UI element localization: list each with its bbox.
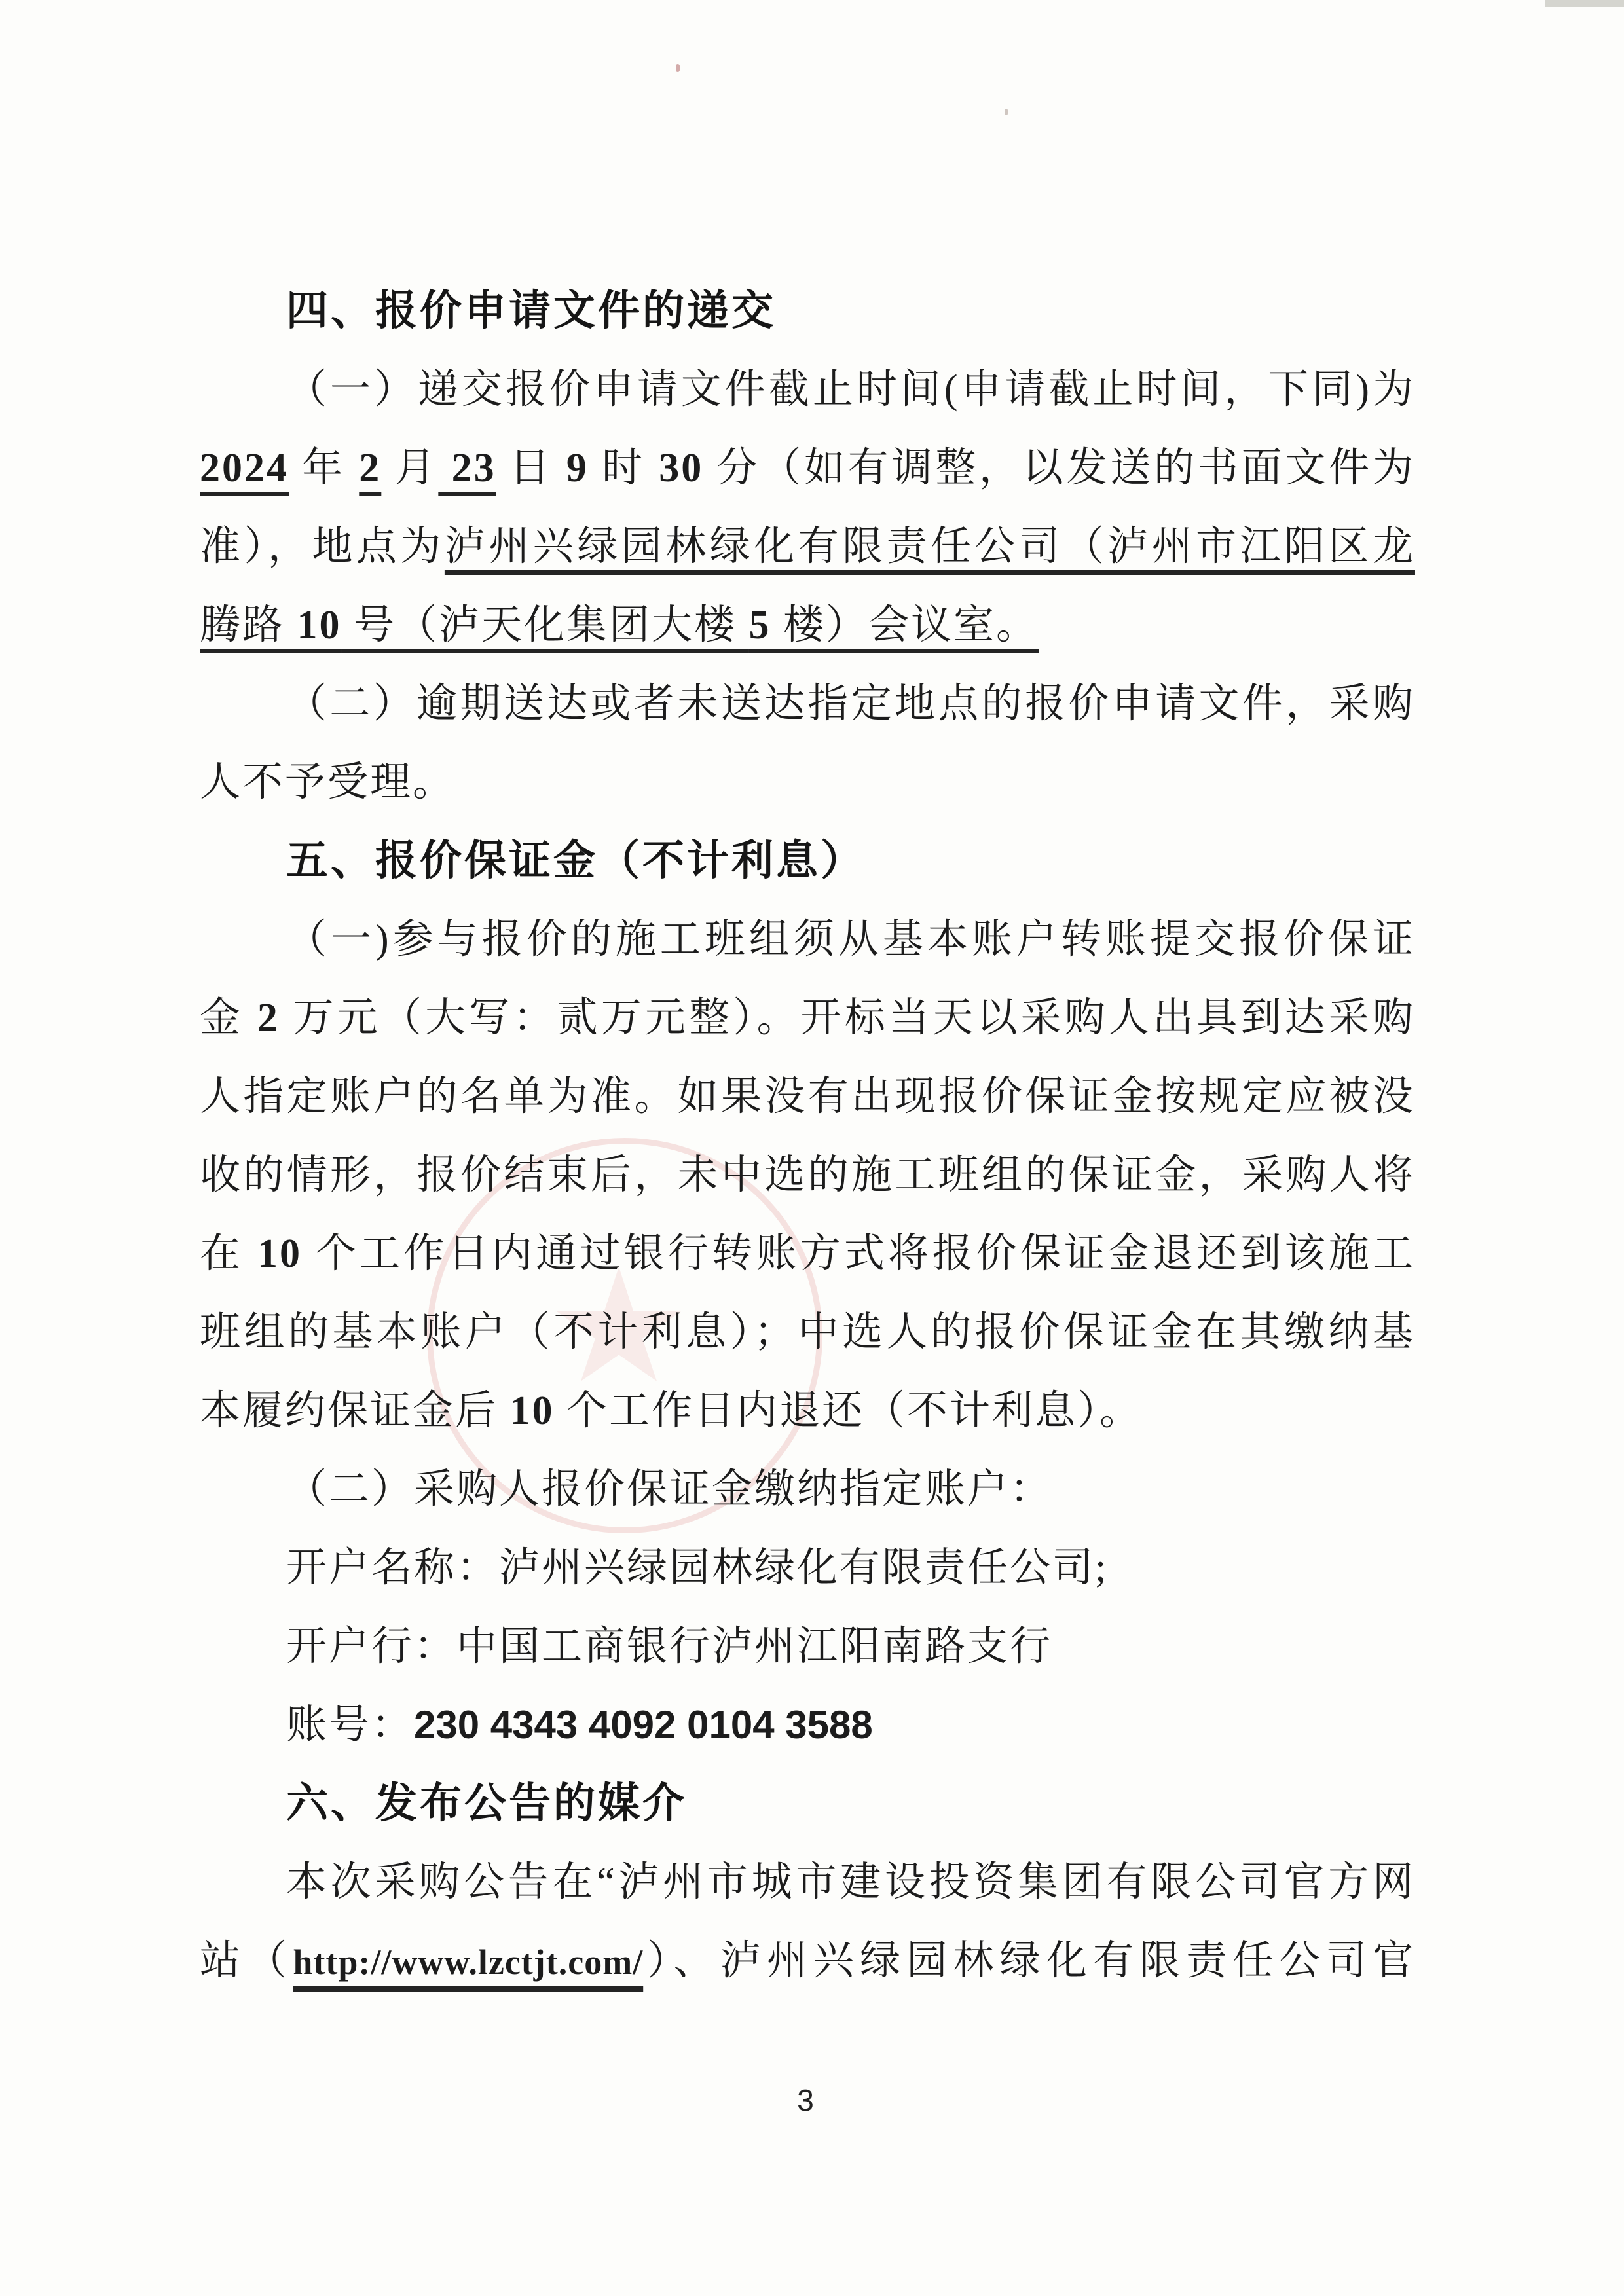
deadline-hour: 9	[566, 446, 589, 490]
month-label: 月	[381, 446, 439, 490]
line-bond-para-6: 班组的基本账户（不计利息）；中选人的报价保证金在其缴纳基	[200, 1310, 1415, 1355]
bond-amount-prefix: 金	[200, 996, 257, 1040]
road-number: 10	[297, 603, 342, 647]
deadline-day: 23	[438, 446, 496, 490]
account-number-label: 账号：	[286, 1703, 415, 1747]
line-media-para-2	[200, 1922, 1415, 2000]
winner-refund-suffix: 个工作日内退还（不计利息）。	[554, 1389, 1143, 1433]
line-bond-para-3: 人指定账户的名单为准。如果没有出现报价保证金按规定应被没	[200, 1074, 1415, 1119]
website-suffix: ）、泸州兴绿园林绿化有限责任公司官	[643, 1939, 1415, 1983]
line-media-para-1: 本次采购公告在“泸州市城市建设投资集团有限公司官方网	[286, 1860, 1415, 1904]
hour-label: 时	[588, 446, 659, 490]
line-deadline-intro: （一）递交报价申请文件截止时间(申请截止时间，下同)为	[286, 367, 1415, 412]
line-late-delivery-2: 人不予受理。	[200, 760, 456, 805]
day-label: 日	[496, 446, 566, 490]
website-url: http://www.lzctjt.com/	[293, 1942, 644, 1982]
line-location-1	[200, 507, 1415, 586]
page-number: 3	[797, 2083, 814, 2117]
bond-amount-suffix: 万元（大写：贰万元整）。开标当天以采购人出具到达采购	[279, 996, 1415, 1040]
refund-days: 10	[257, 1231, 303, 1276]
location-room: 楼）会议室。	[771, 603, 1039, 647]
line-location-2	[200, 586, 1415, 665]
line-bond-para-2	[200, 979, 1415, 1057]
section-heading-media: 六、发布公告的媒介	[286, 1780, 687, 1827]
document-body	[200, 272, 1415, 2000]
scan-speck	[1005, 109, 1008, 115]
scan-edge-shadow	[1545, 0, 1624, 7]
line-account-intro: （二）采购人报价保证金缴纳指定账户：	[286, 1467, 1053, 1512]
line-account-number	[200, 1686, 1415, 1764]
refund-prefix: 在	[200, 1231, 258, 1276]
location-road: 腾路	[200, 603, 297, 647]
location-company: 泸州兴绿园林绿化有限责任公司（泸州市江阳区龙	[444, 524, 1415, 569]
line-bond-para-4: 收的情形，报价结束后，未中选的施工班组的保证金，采购人将	[200, 1153, 1415, 1197]
deadline-minute: 30	[659, 446, 704, 490]
year-label: 年	[289, 446, 360, 490]
scan-speck	[676, 64, 680, 72]
account-number: 230 4343 4092 0104 3588	[414, 1703, 873, 1747]
bond-amount: 2	[257, 996, 280, 1040]
line-account-name: 开户名称：泸州兴绿园林绿化有限责任公司;	[286, 1546, 1109, 1590]
website-prefix: 站（	[200, 1939, 293, 1983]
section-heading-submission: 四、报价申请文件的递交	[286, 287, 776, 334]
line-late-delivery-1: （二）逾期送达或者未送达指定地点的报价申请文件，采购	[286, 682, 1415, 726]
floor-number: 5	[748, 603, 771, 647]
line-bank-branch: 开户行：中国工商银行泸州江阳南路支行	[286, 1624, 1053, 1669]
winner-refund-days: 10	[509, 1389, 555, 1433]
location-prefix: 准），地点为	[200, 524, 445, 569]
line-bond-para-1: （一)参与报价的施工班组须从基本账户转账提交报价保证	[286, 917, 1415, 962]
line-bond-para-7	[200, 1372, 1415, 1450]
winner-refund-prefix: 本履约保证金后	[200, 1389, 510, 1433]
line-deadline-date	[200, 429, 1415, 507]
location-building: 号（泸天化集团大楼	[341, 603, 749, 647]
section-heading-bid-bond: 五、报价保证金（不计利息）	[286, 837, 865, 884]
deadline-year: 2024	[200, 446, 289, 490]
refund-suffix: 个工作日内通过银行转账方式将报价保证金退还到该施工	[302, 1231, 1415, 1276]
deadline-month: 2	[359, 446, 382, 490]
line-bond-para-5	[200, 1214, 1415, 1293]
deadline-note: 分（如有调整，以发送的书面文件为	[703, 446, 1415, 490]
